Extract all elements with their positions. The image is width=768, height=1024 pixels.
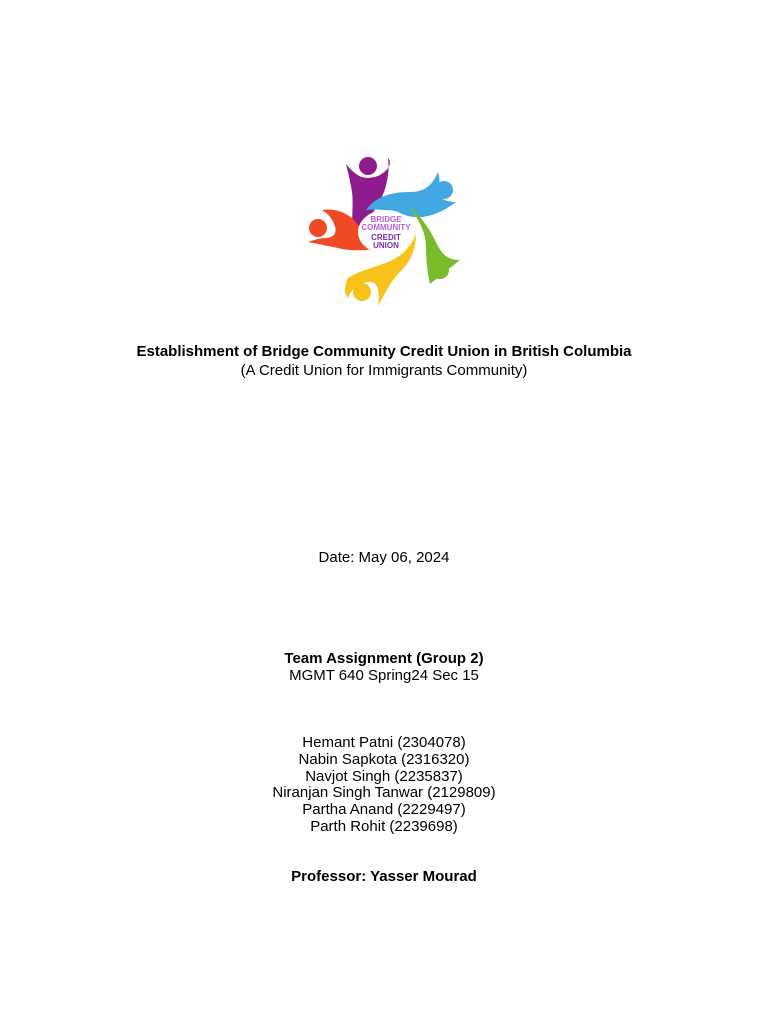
team-member: Niranjan Singh Tanwar (2129809) [272, 784, 496, 801]
document-date: Date: May 06, 2024 [318, 549, 450, 566]
red-figure-head [309, 219, 327, 237]
team-member: Hemant Patni (2304078) [302, 734, 466, 751]
course-code: MGMT 640 Spring24 Sec 15 [289, 667, 479, 684]
document-title: Establishment of Bridge Community Credit Union in British Columbia [136, 343, 632, 360]
logo-text-line1: BRIDGE [370, 215, 402, 224]
team-member: Parth Rohit (2239698) [310, 818, 458, 835]
team-member: Nabin Sapkota (2316320) [298, 751, 470, 768]
team-member: Partha Anand (2229497) [302, 801, 466, 818]
logo-text-line2: COMMUNITY [361, 223, 411, 232]
purple-figure-head [359, 157, 377, 175]
document-subtitle: (A Credit Union for Immigrants Community) [240, 362, 528, 379]
logo-text-line4: UNION [373, 241, 399, 250]
logo-graphic [304, 152, 464, 307]
team-member: Navjot Singh (2235837) [305, 768, 463, 785]
green-figure-body [408, 206, 460, 284]
logo-text-line3: CREDIT [371, 233, 401, 242]
bridge-community-logo [304, 152, 464, 307]
assignment-heading: Team Assignment (Group 2) [284, 650, 484, 667]
professor-name: Professor: Yasser Mourad [291, 868, 477, 885]
